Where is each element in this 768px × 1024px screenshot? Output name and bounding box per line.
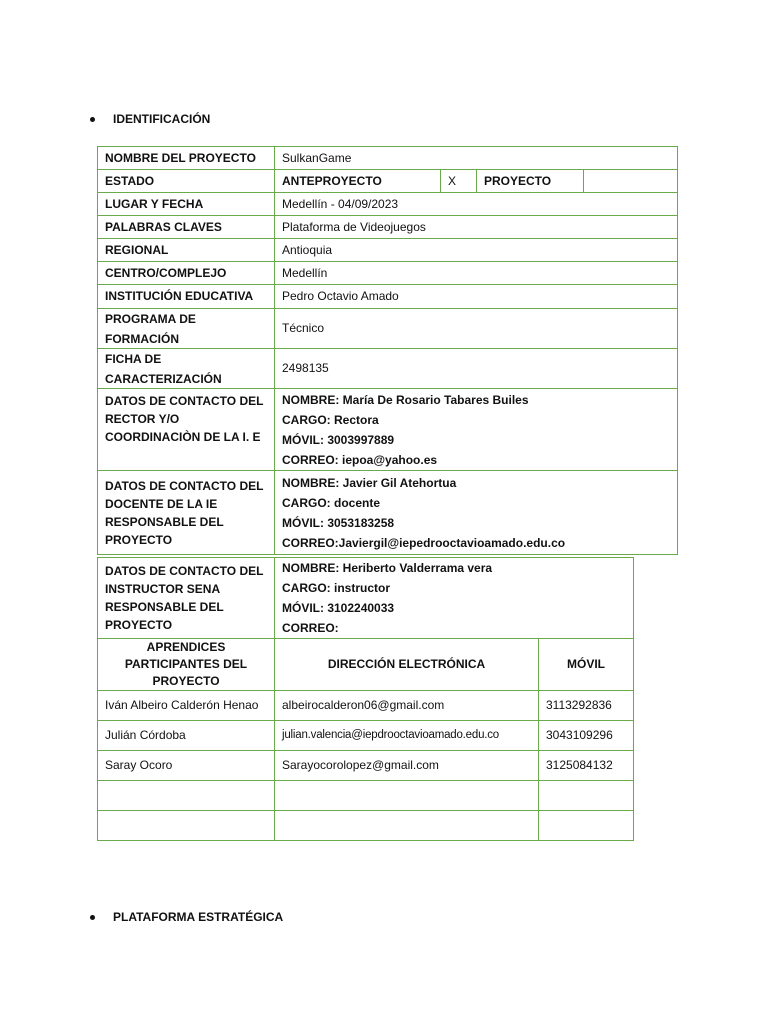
section-title: PLATAFORMA ESTRATÉGICA [113, 910, 284, 924]
aprendiz-movil: 3043109296 [538, 720, 634, 751]
label-line: DATOS DE CONTACTO DEL [105, 394, 264, 408]
label-line: DOCENTE DE LA IE [105, 496, 218, 511]
empty-cell [274, 810, 539, 841]
header-direccion: DIRECCIÓN ELECTRÓNICA [274, 638, 539, 691]
empty-cell [97, 780, 275, 811]
value-nombre-proyecto: SulkanGame [274, 146, 678, 170]
rector-movil: MÓVIL: 3003997889 [282, 432, 395, 447]
header-movil: MÓVIL [538, 638, 634, 691]
instructor-cargo: CARGO: instructor [282, 581, 390, 595]
label-palabras-claves: PALABRAS CLAVES [97, 215, 275, 239]
label-line: RECTOR Y/O [105, 412, 180, 426]
instructor-nombre: NOMBRE: Heriberto Valderrama vera [282, 561, 493, 575]
label-line: FICHA DE [105, 351, 162, 366]
empty-cell [538, 780, 634, 811]
rector-cargo: CARGO: Rectora [282, 412, 379, 427]
header-line: PROYECTO [152, 674, 220, 688]
value-lugar-fecha: Medellín - 04/09/2023 [274, 192, 678, 216]
docente-nombre: NOMBRE: Javier Gil Atehortua [282, 475, 457, 490]
rector-correo: CORREO: iepoa@yahoo.es [282, 452, 438, 467]
value-institucion: Pedro Octavio Amado [274, 284, 678, 309]
label-estado: ESTADO [97, 169, 275, 193]
section-plataforma [90, 910, 283, 924]
label-line: RESPONSABLE DEL [105, 600, 224, 614]
value-docente [274, 470, 678, 555]
label-line: RESPONSABLE DEL [105, 514, 224, 529]
docente-movil: MÓVIL: 3053183258 [282, 515, 395, 530]
aprendiz-email: albeirocalderon06@gmail.com [274, 690, 539, 721]
label-centro: CENTRO/COMPLEJO [97, 261, 275, 285]
value-instructor [274, 557, 634, 639]
value-rector [274, 388, 678, 471]
instructor-movil: MÓVIL: 3102240033 [282, 601, 395, 615]
bullet-icon [90, 915, 95, 920]
label-line: FORMACIÓN [105, 331, 179, 346]
aprendiz-nombre: Iván Albeiro Calderón Henao [97, 690, 275, 721]
estado-anteproyecto: ANTEPROYECTO [274, 169, 441, 193]
label-instructor [97, 557, 275, 639]
label-docente [97, 470, 275, 555]
aprendiz-email: Sarayocorolopez@gmail.com [274, 750, 539, 781]
label-regional: REGIONAL [97, 238, 275, 262]
empty-cell [274, 780, 539, 811]
section-identificacion [90, 112, 210, 126]
label-line: DATOS DE CONTACTO DEL [105, 478, 264, 493]
estado-anteproyecto-mark: X [440, 169, 477, 193]
docente-correo: CORREO:Javiergil@iepedrooctavioamado.edu.co [282, 535, 566, 550]
aprendiz-email: julian.valencia@iepdrooctavioamado.edu.co [274, 720, 539, 751]
value-centro: Medellín [274, 261, 678, 285]
label-programa [97, 308, 275, 349]
label-rector [97, 388, 275, 471]
aprendiz-movil: 3125084132 [538, 750, 634, 781]
label-lugar-fecha: LUGAR Y FECHA [97, 192, 275, 216]
empty-cell [97, 810, 275, 841]
estado-proyecto-mark [583, 169, 678, 193]
label-ficha [97, 348, 275, 389]
section-title: IDENTIFICACIÓN [113, 112, 211, 126]
header-line: PARTICIPANTES DEL [124, 657, 248, 671]
label-nombre-proyecto: NOMBRE DEL PROYECTO [97, 146, 275, 170]
label-line: INSTRUCTOR SENA [105, 582, 221, 596]
value-programa: Técnico [274, 308, 678, 349]
aprendiz-nombre: Julián Córdoba [97, 720, 275, 751]
value-regional: Antioquia [274, 238, 678, 262]
aprendiz-movil: 3113292836 [538, 690, 634, 721]
value-palabras-claves: Plataforma de Videojuegos [274, 215, 678, 239]
instructor-correo: CORREO: [282, 621, 339, 635]
bullet-icon [90, 117, 95, 122]
label-line: DATOS DE CONTACTO DEL [105, 564, 264, 578]
label-institucion: INSTITUCIÓN EDUCATIVA [97, 284, 275, 309]
label-line: CARACTERIZACIÓN [105, 371, 222, 386]
label-line: PROGRAMA DE [105, 311, 196, 326]
label-line: COORDINACIÒN DE LA I. E [105, 430, 261, 444]
docente-cargo: CARGO: docente [282, 495, 381, 510]
rector-nombre: NOMBRE: María De Rosario Tabares Builes [282, 392, 529, 407]
label-line: PROYECTO [105, 532, 173, 547]
value-ficha: 2498135 [274, 348, 678, 389]
aprendiz-nombre: Saray Ocoro [97, 750, 275, 781]
label-line: PROYECTO [105, 618, 173, 632]
header-aprendices [97, 638, 275, 691]
estado-proyecto: PROYECTO [476, 169, 584, 193]
header-line: APRENDICES [146, 640, 226, 654]
empty-cell [538, 810, 634, 841]
